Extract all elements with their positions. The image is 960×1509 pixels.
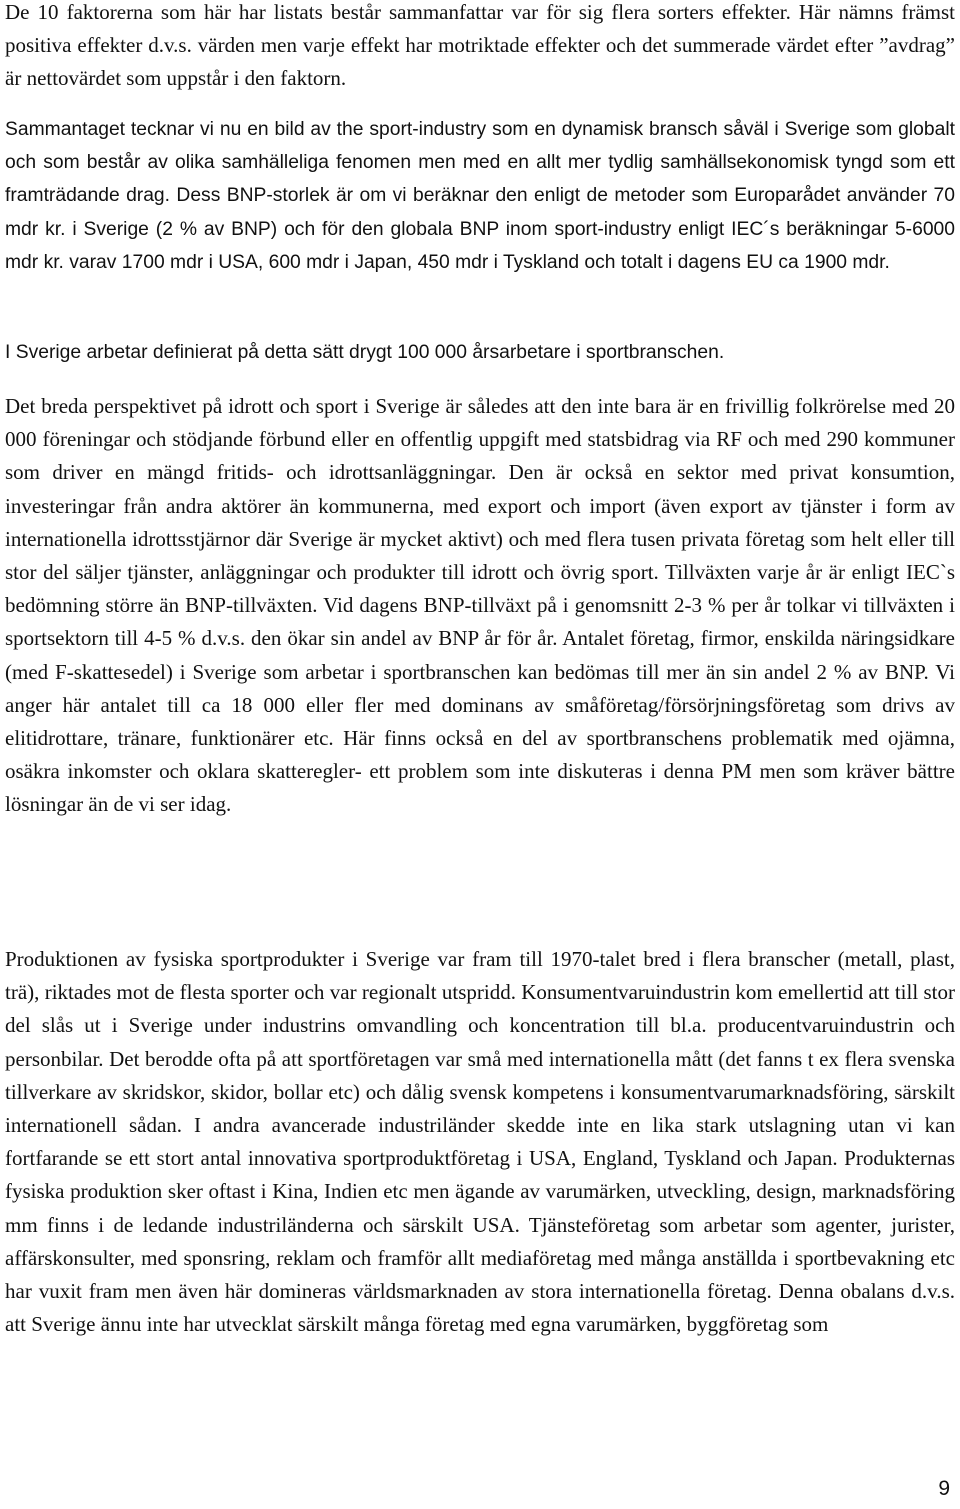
paragraph-factor-summary: De 10 faktorerna som här har listats består sammanfattar var för sig flera sorters effekter. Här nämns främst positiva effekter d.v.s. värden men varje effekt har motriktade effekter och det summerade värdet efter ”avdrag” är nettovärdet som uppstår i den faktorn. [5, 0, 955, 91]
paragraph-broad-perspective: Det breda perspektivet på idrott och sport i Sverige är således att den inte bara är en frivillig folkrörelse med 20 000 föreningar och stödjande förbund eller en offentlig uppgift med statsbidrag via RF och med 290 kommuner som driver en mängd fritids- och idrottsanläggningar. Den är också en sektor med privat konsumtion, investeringar från andra aktörer än kommunerna, med export och import (även export av tjänster i form av internationella idrottsstjärnor där Sverige är mycket aktivt) och med flera tusen privata företag som helt eller till stor del säljer tjänster, anläggningar och produkter till idrott och övrig sport. Tillväxten varje år är enligt IEC`s bedömning större än BNP-tillväxten. Vid dagens BNP-tillväxt på i genomsnitt 2-3 % per år tolkar vi tillväxten i sportsektorn till 4-5 % d.v.s. den ökar sin andel av BNP år för år. Antalet företag, firmor, enskilda näringsidkare (med F-skattesedel) i Sverige som arbetar i sportbranschen kan bedömas till mer än sin andel 2 % av BNP. Vi anger här antalet till ca 18 000 eller fler med dominans av småföretag/försörjningsföretag som drivs av elitidrottare, tränare, funktionärer etc. Här finns också en del av sportbranschens problematik med ojämna, osäkra inkomster och oklara skatteregler- ett problem som inte diskuteras i denna PM men som kräver bättre lösningar än de vi ser idag. [5, 394, 955, 817]
page-number: 9 [938, 1477, 950, 1500]
paragraph-production-history: Produktionen av fysiska sportprodukter i Sverige var fram till 1970-talet bred i flera branscher (metall, plast, trä), riktades mot de flesta sporter och var regionalt utspridd. Konsumentvaruindustrin kom emellertid att till stor del slås ut i Sverige under industrins omvandling och koncentration till bl.a. producentvaruindustrin och personbilar. Det berodde ofta på att sportföretagen var små med internationella mått (det fanns t ex flera svenska tillverkare av skridskor, skidor, bollar etc) och dålig svensk kompetens i konsumentvarumarknadsföring, särskilt internationell sådan. I andra avancerade industriländer skedde inte en lika stark utslagning utan vi kan fortfarande se ett stort antal innovativa sportproduktföretag i USA, England, Tyskland och Japan. Produkternas fysiska produktion sker oftast i Kina, Indien etc men ägande av varumärken, utveckling, design, marknadsföring mm finns i de ledande industriländerna och särskilt USA. Tjänsteföretag som arbetar som agenter, jurister, affärskonsulter, med sponsring, reklam och framför allt mediaföretag med många anställda i sportbevakning etc har vuxit fram men även här domineras världsmarknaden av stora internationella företag. Denna obalans d.v.s. att Sverige ännu inte har utvecklat särskilt många företag med egna varumärken, byggföretag som [5, 947, 955, 1337]
paragraph-employment: I Sverige arbetar definierat på detta sätt drygt 100 000 årsarbetare i sportbranschen. [5, 342, 725, 363]
paragraph-sport-industry-overview: Sammantaget tecknar vi nu en bild av the sport-industry som en dynamisk bransch såväl i Sverige som globalt och som består av olika samhälleliga fenomen men med en allt mer tydlig samhällsekonomisk tyngd som ett framträdande drag. Dess BNP-storlek är om vi beräknar den enligt de metoder som Europarådet använder 70 mdr kr. i Sverige (2 % av BNP) och för den globala BNP inom sport-industry enligt IEC´s beräkningar 5-6000 mdr kr. varav 1700 mdr i USA, 600 mdr i Japan, 450 mdr i Tyskland och totalt i dagens EU ca 1900 mdr. [5, 119, 955, 273]
